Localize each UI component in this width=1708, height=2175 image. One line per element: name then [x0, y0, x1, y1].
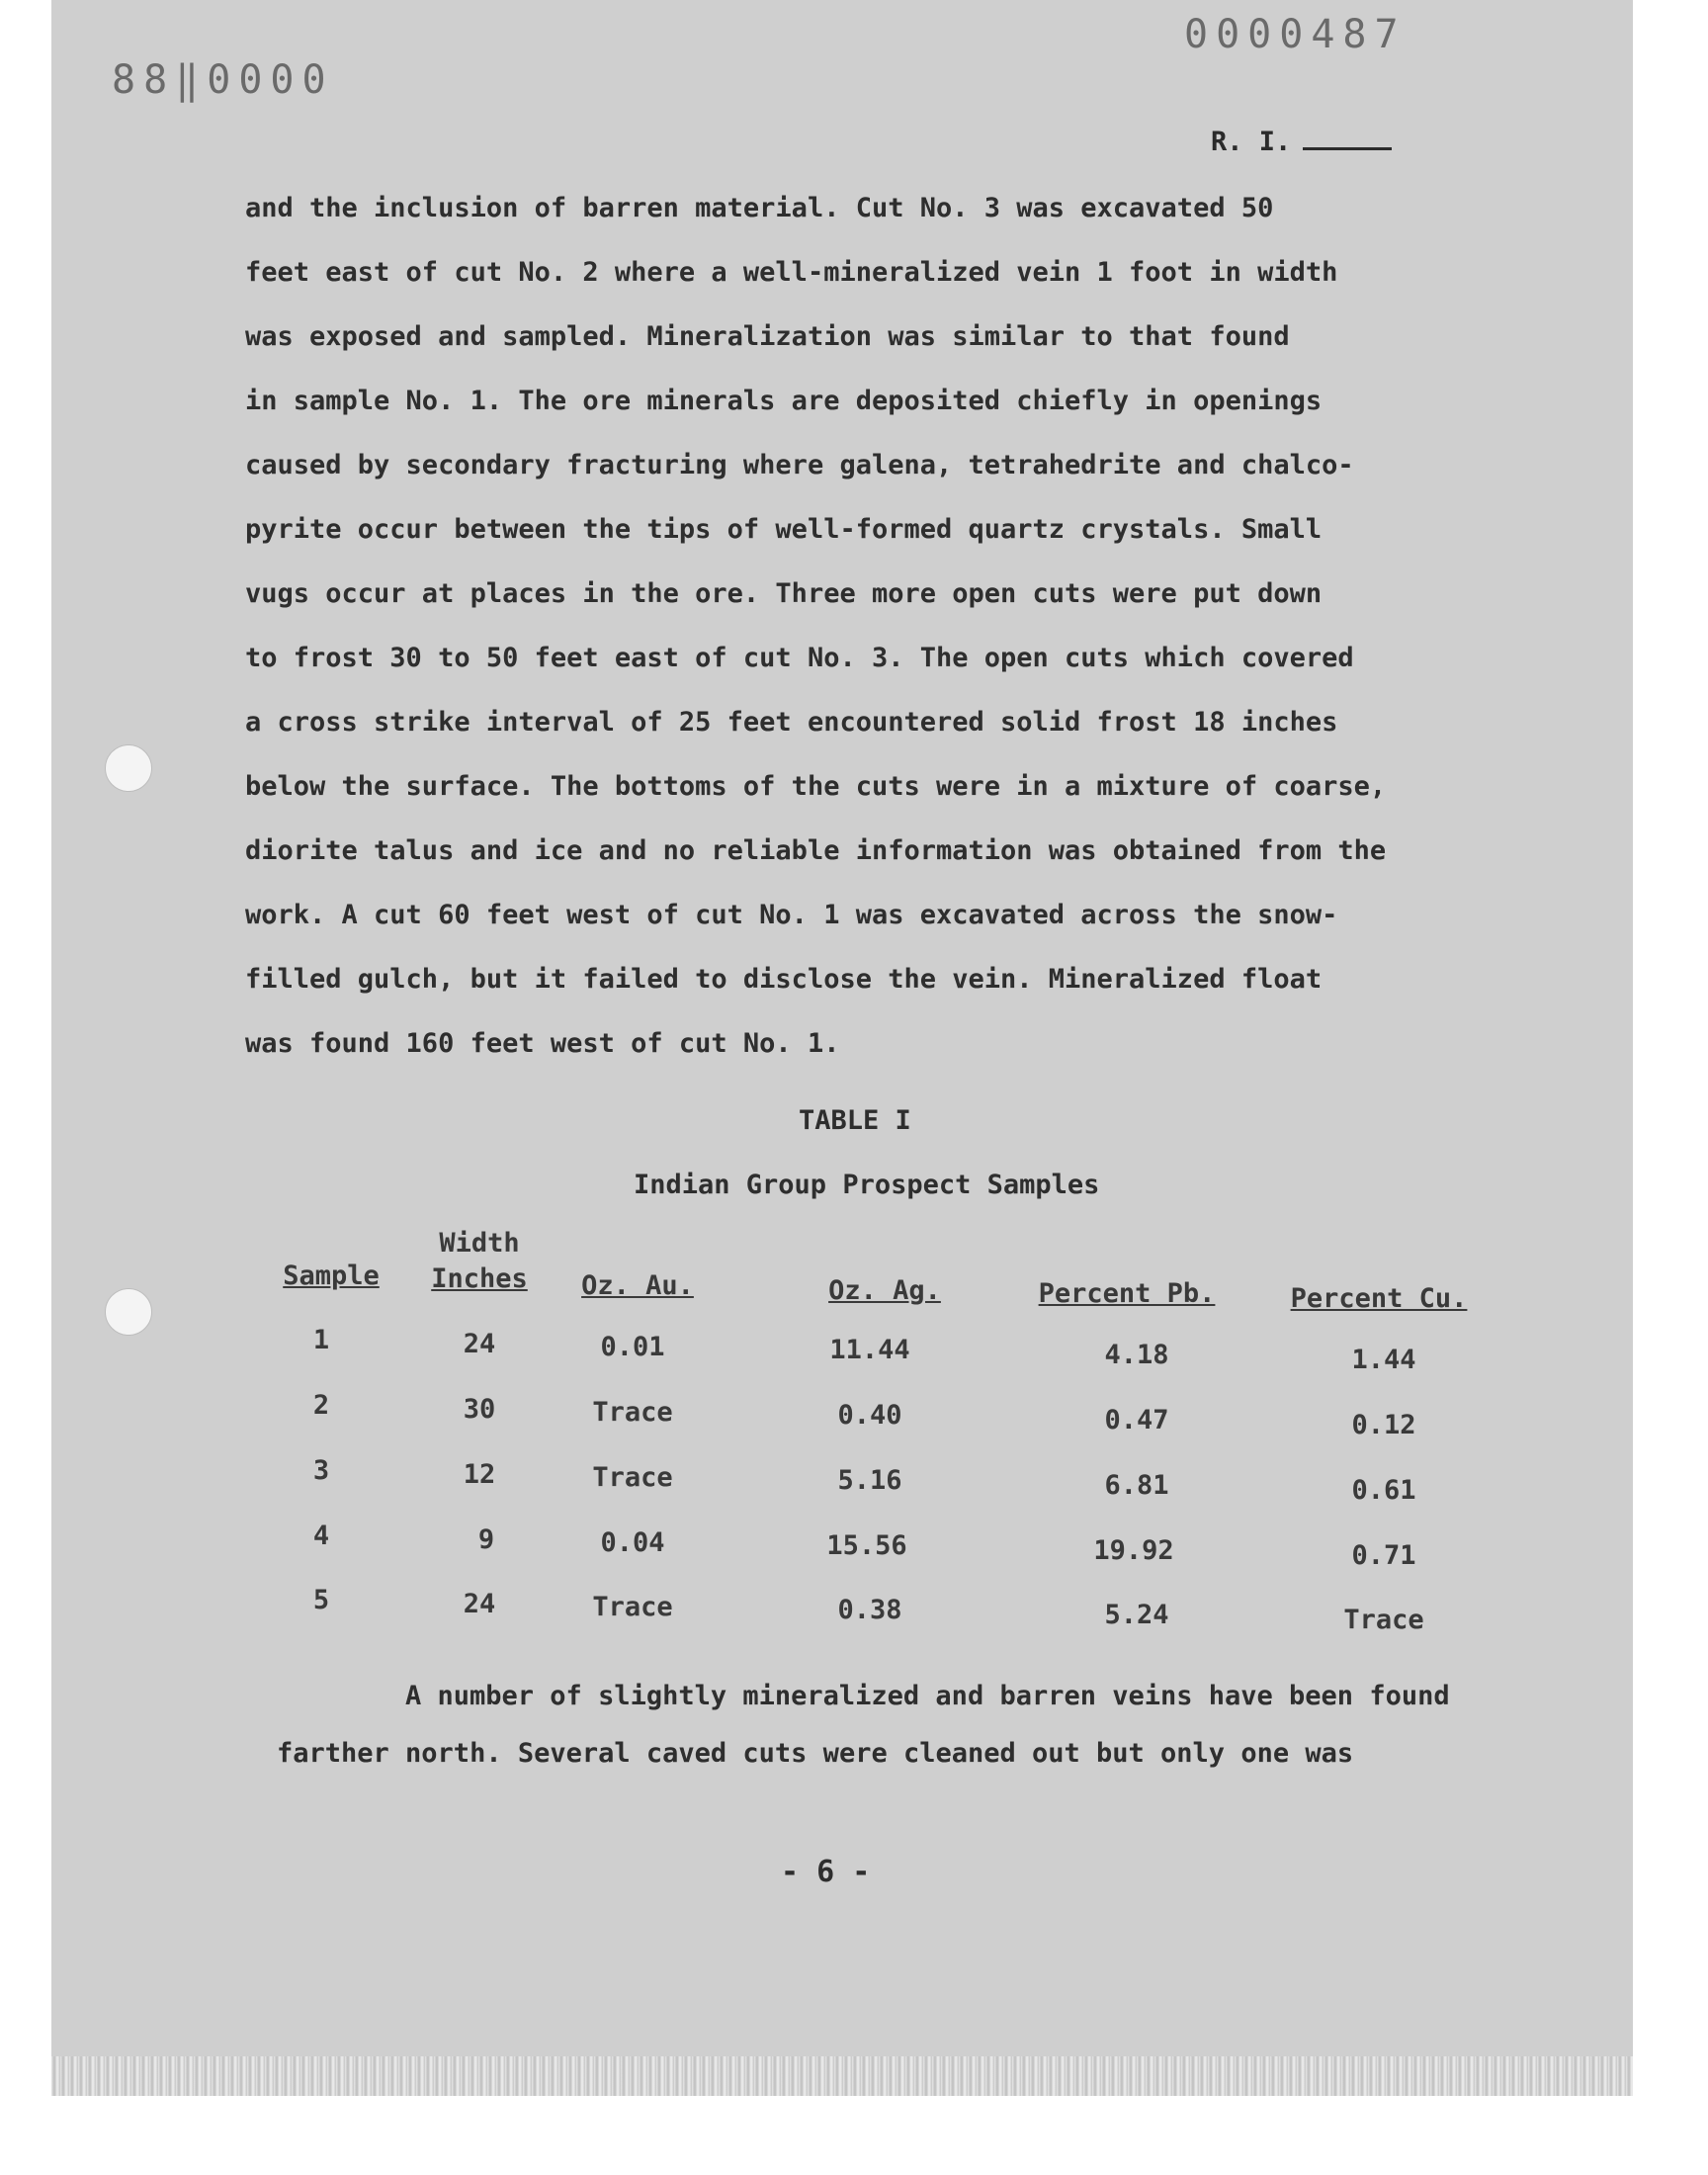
- ri-blank-line: [1303, 147, 1392, 150]
- body-line: pyrite occur between the tips of well-formed quartz crystals. Small: [245, 514, 1323, 545]
- body-line: to frost 30 to 50 feet east of cut No. 3. The open cuts which covered: [245, 643, 1354, 673]
- body-line: and the inclusion of barren material. Cut No. 3 was excavated 50: [245, 193, 1274, 223]
- table-title: TABLE I: [799, 1105, 911, 1136]
- header-width-bottom: Inches: [431, 1263, 528, 1294]
- body-line: was exposed and sampled. Mineralization was similar to that found: [245, 321, 1290, 352]
- body-line: caused by secondary fracturing where galena, tetrahedrite and chalco-: [245, 450, 1354, 480]
- body-line: vugs occur at places in the ore. Three more open cuts were put down: [245, 578, 1323, 609]
- punch-hole-top: [105, 744, 152, 792]
- header-ag: Oz. Ag.: [828, 1275, 941, 1306]
- body-line: was found 160 feet west of cut No. 1.: [245, 1028, 840, 1059]
- body-line: in sample No. 1. The ore minerals are deposited chiefly in openings: [245, 386, 1323, 416]
- body-line: a cross strike interval of 25 feet encountered solid frost 18 inches: [245, 707, 1338, 738]
- ri-label: R. I.: [1211, 127, 1292, 157]
- body-line: work. A cut 60 feet west of cut No. 1 was excavated across the snow-: [245, 900, 1338, 930]
- document-stamp-left: 88‖0000: [112, 57, 334, 103]
- scan-edge-strip: [51, 2056, 1633, 2096]
- header-width-top: Width: [439, 1228, 520, 1259]
- document-stamp-right: 0000487: [1184, 12, 1407, 57]
- header-width: [420, 1226, 539, 1297]
- body-line: filled gulch, but it failed to disclose the vein. Mineralized float: [245, 964, 1323, 995]
- table-subtitle: Indian Group Prospect Samples: [634, 1170, 1100, 1200]
- body-line: feet east of cut No. 2 where a well-mineralized vein 1 foot in width: [245, 257, 1338, 288]
- punch-hole-bottom: [105, 1288, 152, 1336]
- body-paragraph: [245, 176, 1520, 1076]
- closing-paragraph: [277, 1668, 1552, 1783]
- header-pb: Percent Pb.: [1038, 1278, 1216, 1309]
- body-line: A number of slightly mineralized and barren veins have been found: [405, 1681, 1450, 1711]
- body-line: farther north. Several caved cuts were cleaned out but only one was: [277, 1738, 1354, 1769]
- page-number: - 6 -: [781, 1855, 871, 1889]
- header-au: Oz. Au.: [581, 1270, 694, 1301]
- header-cu: Percent Cu.: [1290, 1283, 1468, 1314]
- header-sample: Sample: [283, 1261, 380, 1291]
- body-line: below the surface. The bottoms of the cuts were in a mixture of coarse,: [245, 771, 1387, 802]
- body-line: diorite talus and ice and no reliable information was obtained from the: [245, 835, 1387, 866]
- report-number-label: [1211, 127, 1392, 157]
